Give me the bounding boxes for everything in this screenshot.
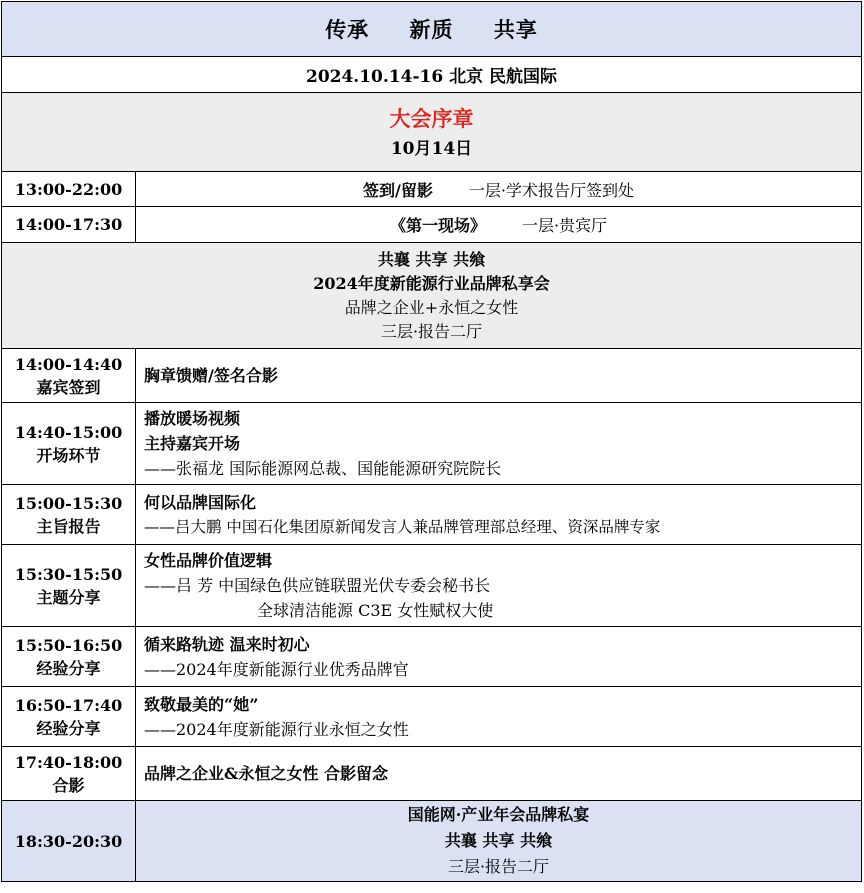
- time-range: 17:40-18:00: [14, 752, 123, 772]
- segment-label: 经验分享: [36, 658, 101, 678]
- time-range: 16:50-17:40: [14, 695, 123, 715]
- segment-label: 经验分享: [36, 718, 101, 738]
- agenda-line: ——吕大鹏 中国石化集团原新闻发言人兼品牌管理部总经理、资深品牌专家: [144, 517, 661, 536]
- event-location: 一层·学术报告厅签到处: [468, 180, 634, 200]
- agenda-row: [2, 687, 862, 747]
- date-venue: 2024.10.14-16 北京 民航国际: [2, 57, 862, 93]
- agenda-line: 循来路轨迹 温来时初心: [144, 634, 310, 654]
- opening-row: [2, 207, 862, 243]
- agenda-line: ——2024年度新能源行业永恒之女性: [144, 719, 409, 739]
- event-title: 签到/留影: [363, 180, 433, 200]
- agenda-line: ——张福龙 国际能源网总裁、国能能源研究院院长: [144, 459, 502, 478]
- agenda-line: 胸章馈赠/签名合影: [144, 366, 278, 385]
- agenda-line: 致敬最美的“她”: [144, 694, 259, 714]
- agenda-line: 品牌之企业&永恒之女性 合影留念: [144, 764, 389, 783]
- segment-label: 合影: [52, 775, 85, 795]
- agenda-line: ——吕 芳 中国绿色供应链联盟光伏专委会秘书长: [144, 576, 491, 595]
- agenda-desc: [136, 349, 862, 403]
- segment-label: 开场环节: [36, 445, 101, 465]
- event-location: 一层·贵宾厅: [521, 216, 608, 235]
- event-title: 《第一现场》: [389, 216, 486, 235]
- prelude-day: 10月14日: [390, 139, 473, 159]
- theme-cell: [2, 2, 862, 57]
- forum-row: [2, 243, 862, 349]
- date-venue-row: [2, 57, 862, 93]
- opening-time: 14:00-17:30: [2, 207, 136, 243]
- agenda-row: [2, 403, 862, 485]
- forum-cell: [2, 243, 862, 349]
- forum-slogan: 共襄 共享 共飨: [377, 249, 486, 269]
- agenda-time: [2, 687, 136, 747]
- time-range: 15:00-15:30: [14, 493, 123, 513]
- agenda-time: [2, 747, 136, 801]
- theme-word: 传承: [325, 17, 370, 42]
- schedule-table: [1, 1, 862, 882]
- agenda-line: 何以品牌国际化: [144, 492, 257, 512]
- segment-label: 主旨报告: [36, 516, 101, 536]
- theme-word: 新质: [409, 17, 454, 42]
- time-range: 15:30-15:50: [14, 564, 123, 584]
- opening-time: 13:00-22:00: [2, 172, 136, 207]
- banquet-location: 三层·报告二厅: [447, 857, 550, 876]
- agenda-row: [2, 485, 862, 545]
- banquet-time: 18:30-20:30: [2, 801, 136, 882]
- time-range: 14:40-15:00: [14, 422, 123, 442]
- agenda-desc: [136, 403, 862, 485]
- agenda-line: 女性品牌价值逻辑: [144, 551, 273, 570]
- agenda-desc: [136, 485, 862, 545]
- forum-subtitle: 品牌之企业+永恒之女性: [344, 297, 519, 317]
- segment-label: 主题分享: [36, 587, 101, 607]
- agenda-time: [2, 485, 136, 545]
- banquet-desc: [136, 801, 862, 882]
- agenda-row: [2, 747, 862, 801]
- agenda-line: 主持嘉宾开场: [144, 434, 241, 453]
- opening-row: [2, 172, 862, 207]
- prelude-cell: [2, 93, 862, 172]
- time-range: 15:50-16:50: [14, 635, 123, 655]
- agenda-time: [2, 545, 136, 627]
- opening-event: [136, 207, 862, 243]
- theme-word: 共享: [493, 17, 538, 42]
- agenda-desc: [136, 687, 862, 747]
- agenda-row: [2, 545, 862, 627]
- agenda-desc: [136, 747, 862, 801]
- agenda-time: [2, 627, 136, 687]
- agenda-line: 全球清洁能源 C3E 女性赋权大使: [257, 601, 494, 620]
- agenda-row: [2, 627, 862, 687]
- agenda-time: [2, 349, 136, 403]
- agenda-line: 播放暖场视频: [144, 409, 241, 428]
- agenda-desc: [136, 545, 862, 627]
- forum-title: 2024年度新能源行业品牌私享会: [313, 273, 550, 293]
- theme-row: [2, 2, 862, 57]
- segment-label: 嘉宾签到: [36, 377, 101, 397]
- banquet-row: [2, 801, 862, 882]
- time-range: 14:00-14:40: [14, 354, 123, 374]
- agenda-row: [2, 349, 862, 403]
- agenda-time: [2, 403, 136, 485]
- prelude-title: 大会序章: [389, 106, 474, 131]
- forum-location: 三层·报告二厅: [380, 321, 483, 341]
- opening-event: [136, 172, 862, 207]
- agenda-line: ——2024年度新能源行业优秀品牌官: [144, 659, 409, 679]
- banquet-title: 国能网·产业年会品牌私宴: [407, 805, 590, 824]
- banquet-slogan: 共襄 共享 共飨: [444, 831, 553, 850]
- prelude-row: [2, 93, 862, 172]
- agenda-desc: [136, 627, 862, 687]
